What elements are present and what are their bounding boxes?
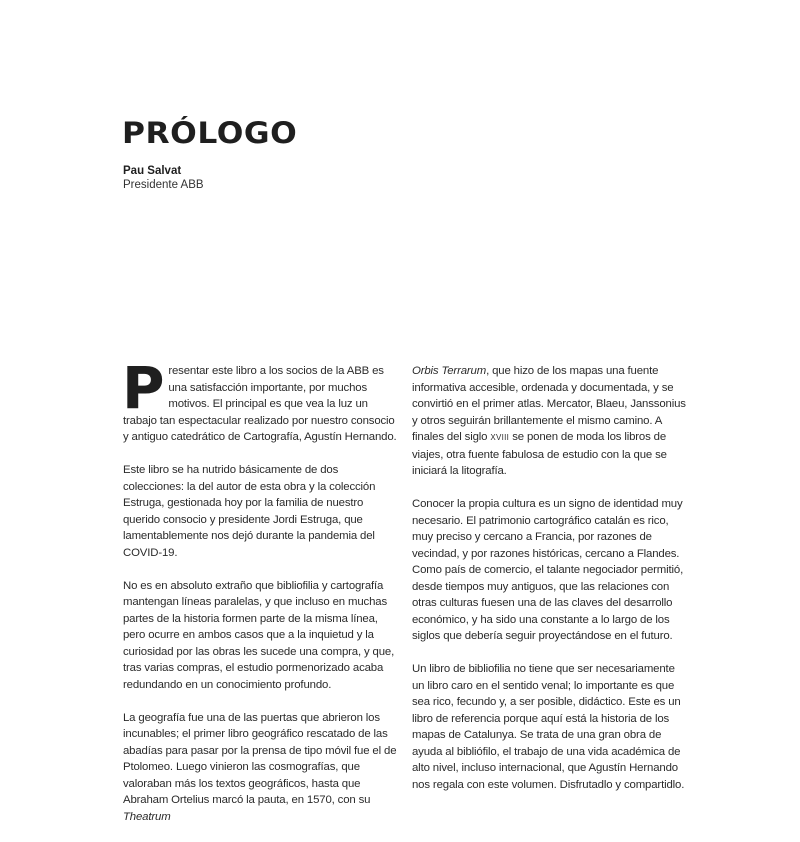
paragraph-text: , que hizo de los mapas una fuente informativa accesible, ordenada y documentada, y se convirtió en el primer atlas. Mercator, Blaeu, Janssonius y otros seguirán brillantemente el mismo camino. A finales del siglo: [412, 365, 686, 443]
author-block: [123, 164, 204, 192]
century-numeral: XVIII: [490, 433, 510, 442]
paragraph: [412, 363, 688, 480]
paragraph-text: se ponen de moda los libros de viajes, otra fuente fabulosa de estudio con la que se iniciará la litografía.: [412, 431, 667, 477]
paragraph: [122, 354, 397, 446]
right-column: [412, 363, 688, 810]
paragraph: Un libro de bibliofilia no tiene que ser necesariamente un libro caro en el sentido venal; lo importante es que sea rico, fecundo y, a ser posible, didáctico. Este es un libro de referencia porque aquí está la historia de los mapas de Catalunya. Se trata de una gran obra de ayuda al bibliófilo, el trabajo de una vida académica de alto nivel, incluso internacional, que Agustín Hernando nos regala con este volumen. Disfrutadlo y compartidlo.: [412, 663, 685, 791]
paragraph: No es en absoluto extraño que bibliofilia y cartografía mantengan líneas paralelas, y que incluso en muchas partes de la historia formen parte de la misma línea, pero ocurre en ambos casos que a la inquietud y la curiosidad por las obras les sucede una compra, y que, tras varias compras, el estudio pormenorizado acaba redundando en un conocimiento profundo.: [123, 579, 395, 691]
drop-cap: P: [122, 354, 165, 422]
author-role: Presidente ABB: [123, 179, 204, 191]
italic-title: Orbis Terrarum: [412, 365, 487, 377]
author-name: Pau Salvat: [123, 165, 182, 177]
italic-title: Theatrum: [123, 810, 171, 823]
page-title: PRÓLOGO: [122, 116, 298, 150]
paragraph: Conocer la propia cultura es un signo de identidad muy necesario. El patrimonio cartográfico catalán es rico, muy preciso y cercano a Francia, por razones de vecindad, y por razones históricas, cercano a Flandes. Como país de comercio, el talante negociador permitió, desde tiempos muy antiguos, que las relaciones con otras culturas fuesen una de las claves del desarrollo económico, y ha sido una constante a lo largo de los siglos que debería seguir proyectándose en el futuro.: [412, 498, 684, 642]
paragraph: [123, 710, 397, 826]
left-column: [122, 354, 397, 842]
paragraph: Este libro se ha nutrido básicamente de dos colecciones: la del autor de esta obra y la colección Estruga, gestionada hoy por la familia de nuestro querido consocio y presidente Jordi Estruga, que lamentablemente nos dejó durante la pandemia del COVID-19.: [123, 464, 376, 559]
paragraph-text: resentar este libro a los socios de la ABB es una satisfacción importante, por muchos motivos. El principal es que vea la luz un trabajo tan espectacular realizado por nuestro consocio y antiguo catedrático de Cartografía, Agustín Hernando.: [123, 365, 397, 443]
paragraph-text: La geografía fue una de las puertas que abrieron los incunables; el primer libro geográfico rescatado de las abadías para pasar por la prensa de tipo móvil fue el de Ptolomeo. Luego vinieron las cosmografías, que valoraban más los textos geográficos, hasta que Abraham Ortelius marcó la pauta, en 1570, con su: [123, 711, 397, 806]
